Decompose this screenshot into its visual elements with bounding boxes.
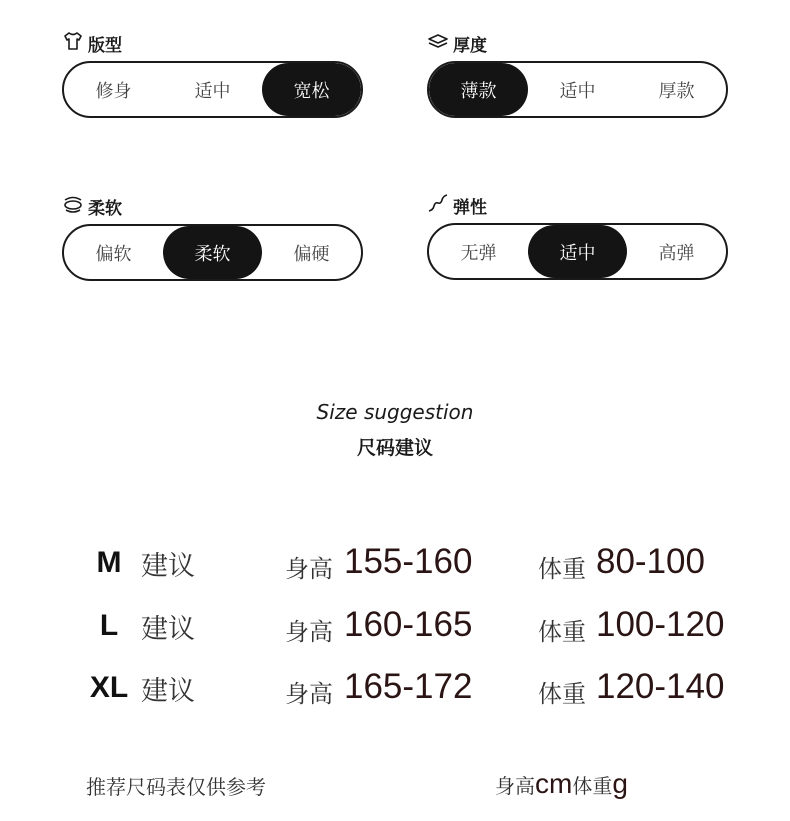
attribute-title-label: 弹性 bbox=[453, 197, 487, 218]
size-suggestion-title-en: Size suggestion bbox=[316, 400, 474, 424]
height-value: 165-172 bbox=[344, 667, 473, 706]
softness-segmented-control bbox=[62, 224, 363, 281]
option-medium[interactable]: 适中 bbox=[559, 80, 596, 102]
attribute-group-thickness bbox=[427, 30, 732, 102]
option-soft[interactable]: 柔软 bbox=[163, 226, 262, 279]
size-label: M bbox=[96, 546, 122, 579]
option-firm[interactable]: 偏硬 bbox=[293, 243, 330, 265]
attribute-title-label: 厚度 bbox=[453, 35, 487, 56]
attribute-title bbox=[427, 192, 732, 218]
advise-label: 建议 bbox=[141, 676, 195, 707]
option-slim[interactable]: 修身 bbox=[95, 80, 132, 102]
unit-weight-label: 体重 bbox=[572, 774, 613, 798]
advise-label: 建议 bbox=[141, 614, 195, 645]
reference-note: 推荐尺码表仅供参考 bbox=[86, 775, 266, 799]
layers-icon bbox=[427, 31, 449, 56]
weight-value: 80-100 bbox=[596, 542, 705, 581]
option-regular[interactable]: 适中 bbox=[194, 80, 231, 102]
fit-segmented-control bbox=[62, 61, 363, 118]
attribute-title bbox=[62, 30, 367, 56]
unit-note bbox=[495, 768, 628, 800]
height-label: 身高 bbox=[285, 680, 333, 708]
option-high-stretch[interactable]: 高弹 bbox=[658, 242, 695, 264]
height-value: 160-165 bbox=[344, 605, 473, 644]
unit-height: cm bbox=[535, 768, 573, 799]
option-thin[interactable]: 薄款 bbox=[429, 63, 528, 116]
weight-label: 体重 bbox=[538, 555, 586, 583]
attribute-title bbox=[427, 30, 732, 56]
attribute-title-label: 柔软 bbox=[88, 198, 122, 219]
option-medium-stretch[interactable]: 适中 bbox=[528, 225, 627, 278]
option-loose[interactable]: 宽松 bbox=[262, 63, 361, 116]
weight-value: 120-140 bbox=[596, 667, 725, 706]
attribute-title-label: 版型 bbox=[88, 35, 122, 56]
size-row-l bbox=[0, 603, 790, 653]
size-row-xl bbox=[0, 665, 790, 715]
attribute-group-elasticity bbox=[427, 192, 732, 264]
weight-value: 100-120 bbox=[596, 605, 725, 644]
wave-icon bbox=[427, 193, 449, 218]
advise-label: 建议 bbox=[141, 551, 195, 582]
size-label: XL bbox=[89, 671, 129, 704]
option-soft-ish[interactable]: 偏软 bbox=[95, 243, 132, 265]
weight-label: 体重 bbox=[538, 680, 586, 708]
height-value: 155-160 bbox=[344, 542, 473, 581]
size-label: L bbox=[99, 609, 119, 642]
thickness-segmented-control bbox=[427, 61, 728, 118]
attribute-title bbox=[62, 193, 367, 219]
option-no-stretch[interactable]: 无弹 bbox=[460, 242, 497, 264]
elasticity-segmented-control bbox=[427, 223, 728, 280]
weight-label: 体重 bbox=[538, 618, 586, 646]
height-label: 身高 bbox=[285, 555, 333, 583]
height-label: 身高 bbox=[285, 618, 333, 646]
size-row-m bbox=[0, 540, 790, 590]
feather-icon bbox=[62, 194, 84, 219]
unit-height-label: 身高 bbox=[495, 774, 535, 798]
size-suggestion-title-cn: 尺码建议 bbox=[356, 437, 433, 459]
option-thick[interactable]: 厚款 bbox=[658, 80, 695, 102]
attribute-group-softness bbox=[62, 193, 367, 265]
tshirt-icon bbox=[62, 31, 84, 56]
unit-weight: g bbox=[612, 768, 628, 799]
attribute-group-fit bbox=[62, 30, 367, 102]
